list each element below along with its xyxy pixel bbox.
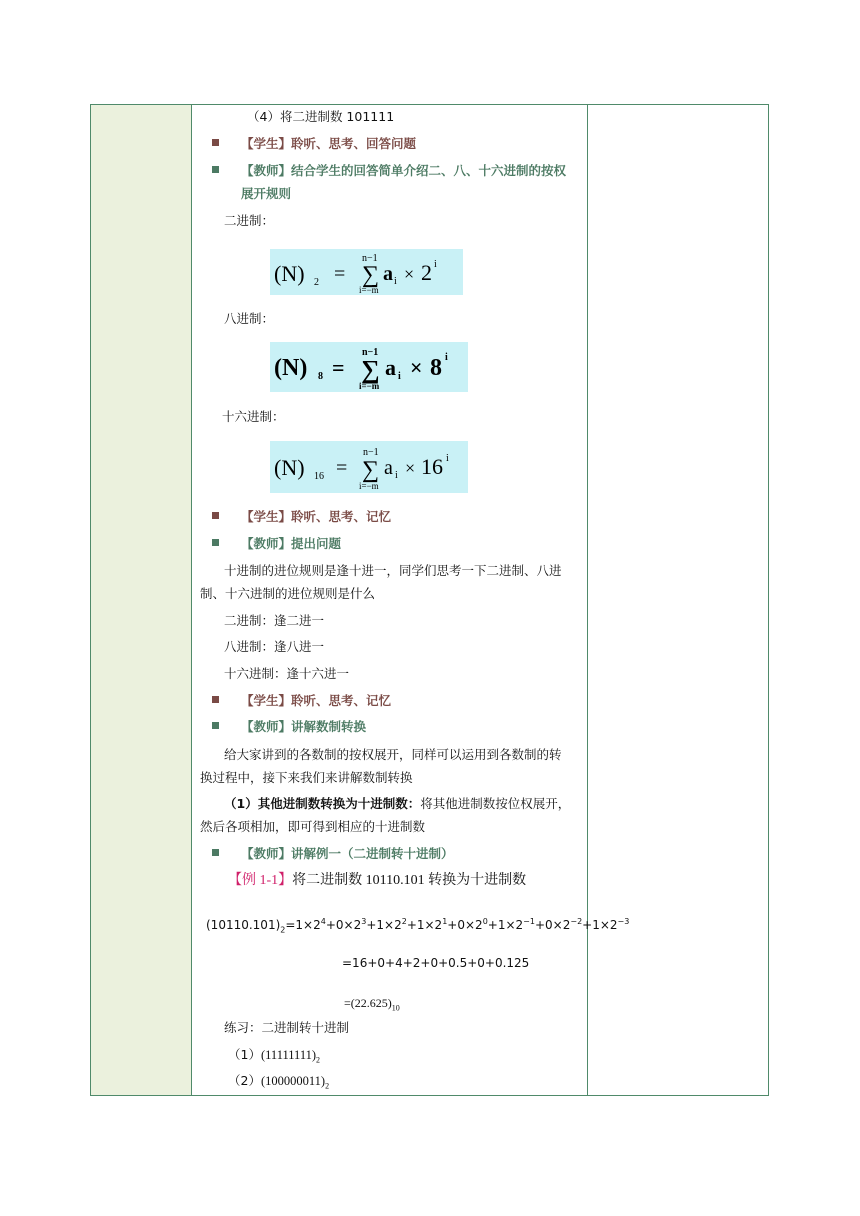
student-bullet-1: 【学生】聆听、思考、回答问题 <box>212 135 416 153</box>
binary-label: 二进制： <box>224 213 275 228</box>
sum-lower-limit: i=−m <box>359 381 380 391</box>
expansion-line-3: $=(22.625)_{10}$ <box>344 996 400 1013</box>
formula-times: × <box>404 264 415 284</box>
formula-base: 8 <box>318 371 323 382</box>
teacher-bullet-2: 【教师】提出问题 <box>212 535 341 553</box>
practice-item-1: $(1)(11111111)_2$ <box>228 1047 321 1065</box>
sum-sigma-icon: ∑ <box>361 355 380 384</box>
practice-item-2: $(2)(100000011)_2$ <box>228 1073 330 1091</box>
bullet-square-icon <box>212 512 219 519</box>
paragraph-2-line-1: 给大家讲到的各数制的按权展开，同样可以运用到各数制的转 <box>224 747 562 762</box>
bullet-square-icon <box>212 166 219 173</box>
paragraph-1-line-1: 十进制的进位规则是逢十进一，同学们思考一下二进制、八进 <box>224 563 562 578</box>
formula-equals: = <box>336 457 348 479</box>
content-column <box>192 105 630 1095</box>
bullet-square-icon <box>212 722 219 729</box>
formula-radix: 2 <box>421 260 432 285</box>
item-4: （4）将二进制数 101111 <box>247 109 395 124</box>
formula-times: × <box>405 458 416 478</box>
practice-heading: 练习：二进制转十进制 <box>224 1020 350 1035</box>
octal-rule: 八进制：逢八进一 <box>224 639 325 654</box>
hex-rule: 十六进制：逢十六进一 <box>224 666 350 681</box>
bullet-square-icon <box>212 539 219 546</box>
sum-upper-limit: n−1 <box>362 347 379 358</box>
formula-radix: 8 <box>430 355 442 381</box>
sum-lower-limit: i=−m <box>359 285 379 295</box>
formula-base: 16 <box>314 471 324 482</box>
formula-index: i <box>398 371 401 382</box>
teacher-bullet-3: 【教师】讲解数制转换 <box>212 718 366 736</box>
teacher-bullet-4: 【教师】讲解例一（二进制转十进制） <box>212 845 454 863</box>
student-bullet-2: 【学生】聆听、思考、记忆 <box>212 508 391 526</box>
formula-equals: = <box>334 263 346 285</box>
formula-hex <box>270 441 468 493</box>
bullet-square-icon <box>212 849 219 856</box>
formula-term: a <box>383 263 393 285</box>
expansion-line-1: $(10110.101)_2=1\times 2^4+0\times 2^3+1\times 2^2+1\times 2^1+0\times 2^0+1\times 2^{-1}+0\times 2^{-2}+1\times 2^{-3}$ <box>206 917 630 935</box>
formula-octal <box>270 342 468 392</box>
formula-exponent: i <box>445 352 448 363</box>
bullet-square-icon <box>212 696 219 703</box>
formula-binary <box>270 249 463 295</box>
formula-exponent: i <box>434 259 437 270</box>
octal-label: 八进制： <box>224 311 275 326</box>
right-column-divider <box>587 105 588 1095</box>
paragraph-2-line-2: 换过程中，接下来我们来讲解数制转换 <box>200 770 413 785</box>
binary-rule: 二进制：逢二进一 <box>224 613 325 628</box>
lesson-table <box>90 104 769 1096</box>
teacher-bullet-1-cont: 展开规则 <box>241 186 292 201</box>
formula-base: 2 <box>314 277 319 288</box>
paragraph-3-line-1: （1）其他进制数转换为十进制数：将其他进制数按位权展开， <box>224 796 571 811</box>
formula-index: i <box>394 276 397 287</box>
formula-lhs: (N) <box>274 355 308 381</box>
formula-lhs: (N) <box>274 261 305 286</box>
sum-upper-limit: n−1 <box>362 253 378 264</box>
formula-lhs: (N) <box>274 455 305 480</box>
expansion-line-2: =16+0+4+2+0+0.5+0+0.125 <box>342 956 530 970</box>
sum-sigma-icon: ∑ <box>362 457 380 483</box>
sum-sigma-icon: ∑ <box>362 262 380 288</box>
formula-exponent: i <box>446 453 449 464</box>
formula-radix: 16 <box>421 454 443 479</box>
example-1-1: 【例 1-1】将二进制数 10110.101 转换为十进制数 <box>228 873 527 888</box>
sum-lower-limit: i=−m <box>359 481 379 491</box>
left-column <box>91 105 192 1095</box>
formula-term: a <box>385 355 396 380</box>
formula-index: i <box>395 470 398 481</box>
formula-equals: = <box>332 355 345 380</box>
paragraph-3-line-2: 然后各项相加，即可得到相应的十进制数 <box>200 819 426 834</box>
formula-times: × <box>410 355 423 380</box>
sum-upper-limit: n−1 <box>363 447 379 458</box>
paragraph-1-line-2: 制、十六进制的进位规则是什么 <box>200 586 376 601</box>
formula-term: a <box>384 457 393 479</box>
student-bullet-3: 【学生】聆听、思考、记忆 <box>212 692 391 710</box>
teacher-bullet-1: 【教师】结合学生的回答简单介绍二、八、十六进制的按权 <box>212 162 566 180</box>
hex-label: 十六进制： <box>222 409 285 424</box>
bullet-square-icon <box>212 139 219 146</box>
